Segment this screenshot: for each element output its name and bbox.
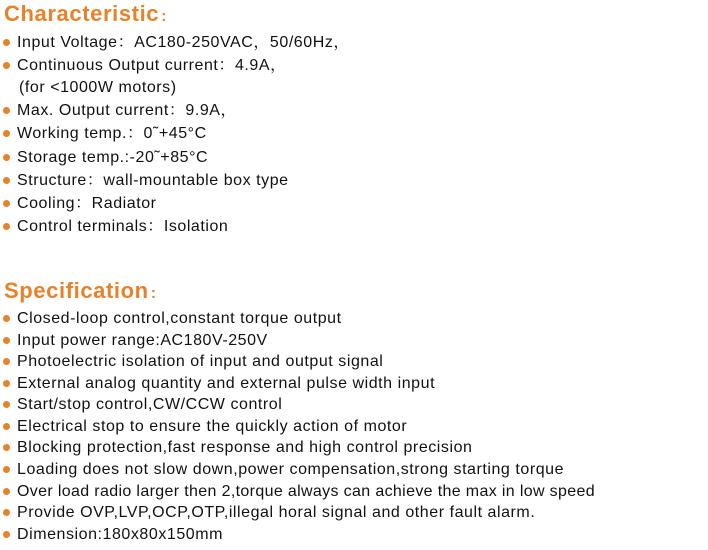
bullet-icon bbox=[3, 337, 10, 344]
list-item-text: Closed-loop control,constant torque output bbox=[17, 310, 342, 327]
list-item-text: External analog quantity and external pulse width input bbox=[17, 375, 436, 392]
characteristic-title-text: Characteristic bbox=[4, 1, 160, 26]
list-item-continuation: (for <1000W motors) bbox=[19, 79, 177, 96]
bullet-icon bbox=[3, 358, 10, 365]
list-item-text: Photoelectric isolation of input and output signal bbox=[17, 353, 384, 370]
list-item-text: Storage temp.:-20˜+85°C bbox=[17, 149, 209, 166]
list-item-text: Over load radio larger then 2,torque always can achieve the max in low speed bbox=[17, 483, 596, 500]
bullet-icon bbox=[3, 223, 10, 230]
specification-title bbox=[4, 280, 157, 305]
list-item-text: Max. Output current：9.9A， bbox=[17, 102, 238, 119]
bullet-icon bbox=[3, 107, 10, 114]
bullet-icon bbox=[3, 130, 10, 137]
list-item-text: Start/stop control,CW/CCW control bbox=[17, 396, 283, 413]
specification-title-colon: : bbox=[150, 285, 157, 302]
bullet-icon bbox=[3, 488, 10, 495]
bullet-icon bbox=[3, 531, 10, 538]
characteristic-title bbox=[4, 3, 167, 28]
bullet-icon bbox=[3, 423, 10, 430]
list-item-text: Working temp.：0˜+45°C bbox=[17, 125, 207, 142]
list-item-text: Dimension:180x80x150mm bbox=[17, 526, 223, 543]
list-item-text: Cooling：Radiator bbox=[17, 195, 157, 212]
list-item-text: Blocking protection,fast response and high control precision bbox=[17, 439, 473, 456]
bullet-icon bbox=[3, 200, 10, 207]
bullet-icon bbox=[3, 177, 10, 184]
list-item-text: Provide OVP,LVP,OCP,OTP,illegal horal signal and other fault alarm. bbox=[17, 504, 536, 521]
bullet-icon bbox=[3, 401, 10, 408]
bullet-icon bbox=[3, 466, 10, 473]
list-item-text: Input Voltage：AC180-250VAC，50/60Hz， bbox=[17, 34, 350, 51]
list-item-text: Structure：wall-mountable box type bbox=[17, 172, 289, 189]
bullet-icon bbox=[3, 509, 10, 516]
list-item-text: Loading does not slow down,power compensation,strong starting torque bbox=[17, 461, 565, 478]
bullet-icon bbox=[3, 39, 10, 46]
bullet-icon bbox=[3, 444, 10, 451]
characteristic-title-colon: : bbox=[161, 8, 168, 25]
list-item-text: Control terminals：Isolation bbox=[17, 218, 229, 235]
list-item-text: Input power range:AC180V-250V bbox=[17, 332, 268, 349]
bullet-icon bbox=[3, 154, 10, 161]
list-item-text: Continuous Output current：4.9A， bbox=[17, 57, 287, 74]
list-item-text: Electrical stop to ensure the quickly action of motor bbox=[17, 418, 408, 435]
bullet-icon bbox=[3, 62, 10, 69]
bullet-icon bbox=[3, 380, 10, 387]
specification-title-text: Specification bbox=[4, 278, 149, 303]
bullet-icon bbox=[3, 315, 10, 322]
